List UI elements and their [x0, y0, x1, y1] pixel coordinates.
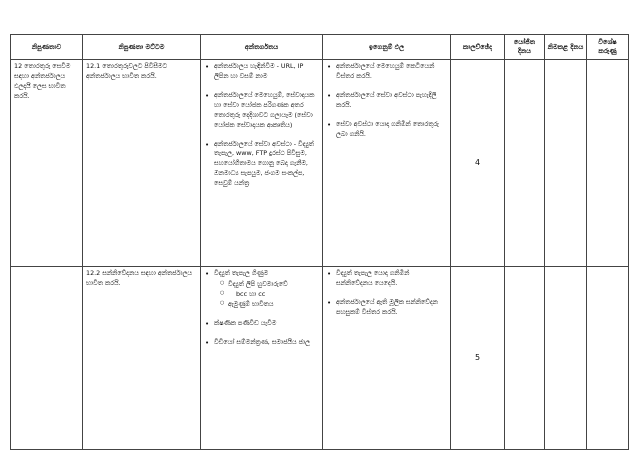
header-proposed-date: යෝජිත දිනය	[505, 35, 545, 60]
proposed-date-cell	[505, 60, 545, 267]
learning-outcomes-cell	[323, 267, 451, 450]
competency-level-cell: 12.2 සන්නිවේදනය සඳහා අන්තර්ජාලය භාවිත කරයි.	[83, 267, 201, 450]
list-item: • අන්තර්ජාලයේ මෙහෙයුම් කෙටියෙන් විස්තර කරයි.	[336, 62, 447, 82]
header-learning-outcomes: ඉගෙනුම් ඵල	[323, 35, 451, 60]
outcomes-list	[326, 62, 447, 140]
sub-list-item: ○ විද්‍යුත් ලිපි හුවමාරුවේ	[228, 280, 319, 290]
sub-list	[214, 280, 319, 310]
header-row	[11, 35, 629, 60]
content-list	[204, 62, 319, 189]
list-item: • අන්තර්ජාලය හැඳින්වීම - URL, IP ලිපින හා වසම් නාම	[214, 62, 319, 82]
header-special-notes: විශේෂ කරුණු	[587, 35, 629, 60]
list-item: • අන්තර්ජාලයේ සේවා අවස්ථා - විද්‍යුත් තැපැල, www, FTP දුරස්ථ පිවිසුම, සහයෝගීතාමය ගොනු බෙදා ගැනීම, ඔනමාධ්‍ය සැපයුම, ජංගම සංකල්ප, සෙවුම් යන්ත්‍ර	[214, 140, 319, 190]
competency-cell	[11, 267, 83, 450]
sub-list-item: ○ bcc හා cc	[228, 290, 319, 300]
header-competency: නිපුණතාව	[11, 35, 83, 60]
list-item: • අන්තර්ජාලයේ මෙහෙයුම්, සේවාදායක හා සේවා යෝජක පරිගණක අතර තොරතුරු දෙදිශාවට ගලායෑම (සේවා යෝජක සේවාදායක ආකෘතිය)	[214, 91, 319, 131]
content-cell	[201, 267, 323, 450]
periods-cell: 5	[451, 267, 505, 450]
competency-level-cell: 12.1 තොරතුරුවලට පිවිසීමට අන්තර්ජාලය භාවිත කරයි.	[83, 60, 201, 267]
learning-outcomes-cell	[323, 60, 451, 267]
header-periods: කාලච්ඡේද	[451, 35, 505, 60]
list-item: • විඩියෝ සම්මන්ත්‍රණ, සමාජයීය ජාල	[214, 338, 319, 348]
table-row	[11, 267, 629, 450]
header-competency-level: නිපුණතා මට්ටම	[83, 35, 201, 60]
periods-cell: 4	[451, 60, 505, 267]
completed-date-cell	[545, 60, 587, 267]
list-item-text: විද්‍යුත් තැපැල ගිණුම	[214, 269, 269, 277]
outcomes-list	[326, 269, 447, 318]
header-content: අන්තර්ගතය	[201, 35, 323, 60]
header-completed-date: නිමකළ දිනය	[545, 35, 587, 60]
list-item: • සේවා අවස්ථා යොදා ගනිමින් තොරතුරු ලබා ගනියි.	[336, 120, 447, 140]
list-item	[214, 269, 319, 310]
curriculum-table	[10, 34, 629, 450]
list-item: • ක්ෂණික පණිවිඩ යැවීම	[214, 319, 319, 329]
list-item: • අන්තර්ජාලයේ සේවා අවස්ථා පැහැදිලි කරයි.	[336, 91, 447, 111]
content-list	[204, 269, 319, 348]
list-item: • විද්‍යුත් තැපැල යොදා ගනිමින් සන්නිවේදනය යෙදෙයි.	[336, 269, 447, 289]
content-cell	[201, 60, 323, 267]
competency-cell: 12 තොරතුරු සෙවීම සඳහා අන්තර්ජාලය ඵලදායී ලෙස භාවිත කරයි.	[11, 60, 83, 267]
special-notes-cell	[587, 267, 629, 450]
table-row	[11, 60, 629, 267]
completed-date-cell	[545, 267, 587, 450]
proposed-date-cell	[505, 267, 545, 450]
sub-list-item: ○ ඇමුණුම් භාවිතය	[228, 300, 319, 310]
list-item: • අන්තර්ජාලයේ ඇති මූලික සන්නිවේදන පහසුකම් විස්තර කරයි.	[336, 298, 447, 318]
special-notes-cell	[587, 60, 629, 267]
